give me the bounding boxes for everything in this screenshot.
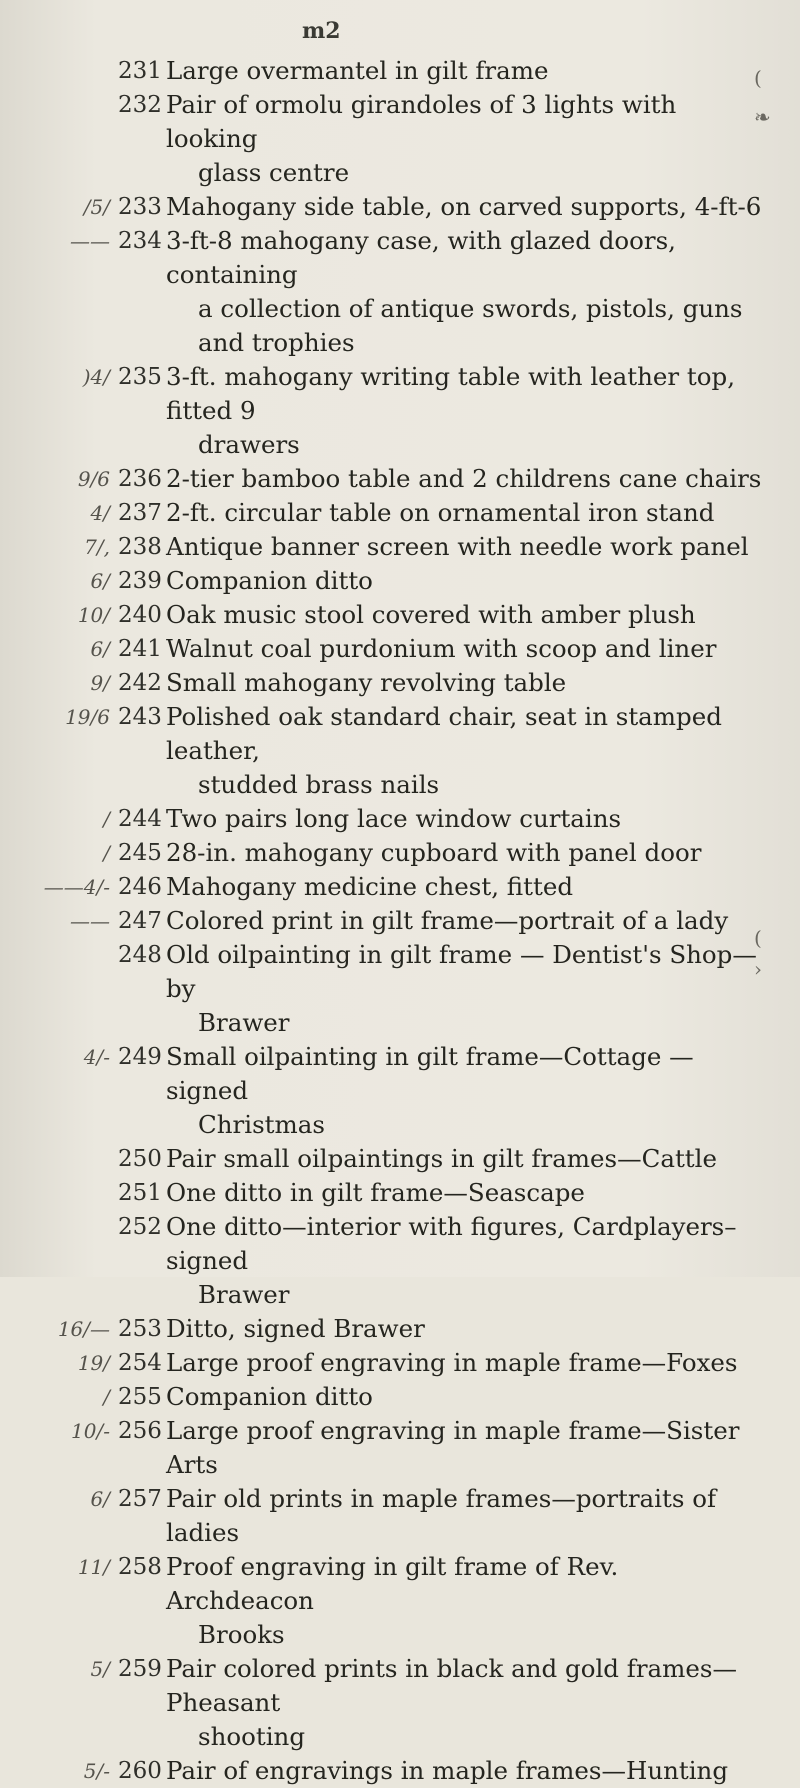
handwritten-price-note [0, 1176, 118, 1210]
handwritten-price-note: )4/ [82, 365, 110, 389]
margin-mark: ( [754, 926, 762, 950]
lot-number: 249 [118, 1044, 162, 1070]
lot-description [166, 1754, 766, 1788]
lot-description-line: Pair of ormolu girandoles of 3 lights with looking [166, 90, 677, 153]
lot-description-line: Companion ditto [166, 1382, 373, 1411]
lot-description-continuation: shooting [198, 1722, 305, 1751]
lot-entry [0, 564, 800, 598]
lot-entry [0, 836, 800, 870]
lot-description-line: Antique banner screen with needle work panel [166, 532, 749, 561]
handwritten-price-note [0, 88, 118, 122]
lot-number: 254 [118, 1350, 162, 1376]
lot-description [166, 1346, 766, 1380]
lot-number: 231 [118, 58, 162, 84]
lot-number: 245 [118, 840, 162, 866]
handwritten-price-note: 4/ [90, 501, 110, 525]
lot-number: 233 [118, 194, 162, 220]
handwritten-price-note: 6/ [90, 569, 110, 593]
lot-entry [0, 598, 800, 632]
lot-description [166, 564, 766, 598]
lot-entry [0, 462, 800, 496]
lot-number: 235 [118, 364, 162, 390]
lot-entry [0, 666, 800, 700]
lot-number: 256 [118, 1418, 162, 1444]
lot-description [166, 1142, 766, 1176]
handwritten-price-note: 9/6 [77, 467, 110, 491]
lot-entry [0, 530, 800, 564]
lot-number: 250 [118, 1146, 162, 1172]
lot-number: 243 [118, 704, 162, 730]
handwritten-price-note: / [103, 807, 110, 831]
lot-number: 242 [118, 670, 162, 696]
lot-number: 259 [118, 1656, 162, 1682]
lot-entry [0, 88, 800, 190]
lot-entry [0, 700, 800, 802]
margin-mark: › [754, 957, 762, 981]
handwritten-price-note: 10/ [77, 603, 110, 627]
lot-entry [0, 1482, 800, 1550]
lot-description-line: 3-ft. mahogany writing table with leather top, fitted 9 [166, 362, 735, 425]
lot-description-line: Ditto, signed Brawer [166, 1314, 425, 1343]
lot-description [166, 54, 766, 88]
lot-entry [0, 224, 800, 360]
lot-number: 239 [118, 568, 162, 594]
lot-description [166, 632, 766, 666]
lot-description [166, 1652, 766, 1754]
lot-description-continuation: Christmas [198, 1110, 325, 1139]
lot-description [166, 224, 766, 360]
lot-description-continuation: Brawer [198, 1280, 290, 1309]
lot-description [166, 1380, 766, 1414]
lot-description-continuation: Brooks [198, 1620, 285, 1649]
lot-description [166, 1482, 766, 1550]
lot-description-line: Companion ditto [166, 566, 373, 595]
lot-entry [0, 1312, 800, 1346]
lot-number: 236 [118, 466, 162, 492]
lot-entry [0, 1210, 800, 1312]
lot-number: 251 [118, 1180, 162, 1206]
lot-description-line: Proof engraving in gilt frame of Rev. Archdeacon [166, 1552, 619, 1615]
lot-description [166, 598, 766, 632]
lot-description [166, 802, 766, 836]
lot-description-line: 2-ft. circular table on ornamental iron stand [166, 498, 715, 527]
lot-description-continuation: studded brass nails [198, 770, 440, 799]
lot-entry [0, 1550, 800, 1652]
lot-description-line: Two pairs long lace window curtains [166, 804, 622, 833]
lot-description-line: Polished oak standard chair, seat in stamped leather, [166, 702, 722, 765]
lot-description-line: Pair of engravings in maple frames—Hunting [166, 1756, 729, 1785]
lot-entry [0, 54, 800, 88]
handwritten-price-note: 6/ [90, 637, 110, 661]
handwritten-price-note: ——4/- [43, 875, 110, 899]
handwritten-price-note: 4/- [83, 1045, 110, 1069]
lot-description [166, 88, 766, 190]
margin-mark: ( [754, 66, 762, 90]
lot-description-line: Walnut coal purdonium with scoop and liner [166, 634, 717, 663]
handwritten-price-note: 7/, [84, 535, 110, 559]
handwritten-price-note: 16/— [57, 1317, 110, 1341]
lot-description-continuation: drawers [198, 430, 300, 459]
lot-description-continuation: Brawer [198, 1008, 290, 1037]
lot-entry [0, 632, 800, 666]
lot-entry [0, 1040, 800, 1142]
lot-number: 260 [118, 1758, 162, 1784]
lot-entry [0, 1142, 800, 1176]
lot-entry [0, 1754, 800, 1788]
lot-description [166, 1176, 766, 1210]
lot-description [166, 700, 766, 802]
handwritten-price-note: 10/- [71, 1419, 110, 1443]
lot-description [166, 1414, 766, 1482]
margin-mark: ❧ [754, 105, 771, 129]
lot-number: 247 [118, 908, 162, 934]
lot-description-line: One ditto—interior with figures, Cardplayers– signed [166, 1212, 737, 1275]
lot-number: 246 [118, 874, 162, 900]
lot-description [166, 496, 766, 530]
lot-description [166, 1550, 766, 1652]
lot-entry [0, 938, 800, 1040]
lot-entry [0, 360, 800, 462]
lot-description [166, 870, 766, 904]
lot-description-line: Large proof engraving in maple frame—Foxes [166, 1348, 738, 1377]
handwritten-price-note: —— [70, 229, 110, 253]
handwritten-price-note: 19/ [77, 1351, 110, 1375]
lot-description-line: Small oilpainting in gilt frame—Cottage — signed [166, 1042, 694, 1105]
lot-description-line: 28-in. mahogany cupboard with panel door [166, 838, 702, 867]
lot-number: 232 [118, 92, 162, 118]
handwritten-price-note [0, 1210, 118, 1244]
handwritten-price-note: 5/ [90, 1657, 110, 1681]
lot-number: 255 [118, 1384, 162, 1410]
lot-number: 238 [118, 534, 162, 560]
handwritten-price-note [0, 54, 118, 88]
lot-description-line: Pair colored prints in black and gold frames—Pheasant [166, 1654, 737, 1717]
lot-description-continuation: glass centre [198, 158, 350, 187]
lot-number: 258 [118, 1554, 162, 1580]
handwritten-price-note [0, 1142, 118, 1176]
handwritten-price-note [0, 938, 118, 972]
lot-entry [0, 1346, 800, 1380]
lot-description-line: 3-ft-8 mahogany case, with glazed doors, containing [166, 226, 676, 289]
lot-entry [0, 870, 800, 904]
lot-description [166, 938, 766, 1040]
lot-description-line: Small mahogany revolving table [166, 668, 567, 697]
lot-description-line: Oak music stool covered with amber plush [166, 600, 696, 629]
handwritten-price-note: —— [70, 909, 110, 933]
lot-description [166, 360, 766, 462]
lot-number: 244 [118, 806, 162, 832]
lot-number: 237 [118, 500, 162, 526]
lot-description-line: Mahogany side table, on carved supports, 4-ft-6 [166, 192, 762, 221]
lot-entry [0, 1380, 800, 1414]
lot-number: 252 [118, 1214, 162, 1240]
lot-entry [0, 802, 800, 836]
lot-list [0, 54, 800, 1788]
lot-description-continuation: a collection of antique swords, pistols, guns and trophies [198, 294, 743, 357]
lot-entry [0, 904, 800, 938]
lot-description-line: One ditto in gilt frame—Seascape [166, 1178, 585, 1207]
handwritten-price-note: / [103, 1385, 110, 1409]
handwritten-price-note: 6/ [90, 1487, 110, 1511]
lot-entry [0, 1652, 800, 1754]
lot-description [166, 904, 766, 938]
lot-description-line: Old oilpainting in gilt frame — Dentist's Shop—by [166, 940, 757, 1003]
lot-entry [0, 496, 800, 530]
lot-description-line: Large proof engraving in maple frame—Sister Arts [166, 1416, 740, 1479]
lot-description [166, 1210, 766, 1312]
lot-description-line: 2-tier bamboo table and 2 childrens cane chairs [166, 464, 762, 493]
lot-description [166, 1312, 766, 1346]
lot-description [166, 666, 766, 700]
handwritten-price-note: 9/ [90, 671, 110, 695]
lot-number: 240 [118, 602, 162, 628]
handwritten-price-note: 19/6 [65, 705, 110, 729]
handwritten-price-note: /5/ [83, 195, 110, 219]
lot-description-line: Large overmantel in gilt frame [166, 56, 549, 85]
lot-number: 253 [118, 1316, 162, 1342]
lot-description-line: Pair old prints in maple frames—portraits of ladies [166, 1484, 717, 1547]
lot-description-line: Pair small oilpaintings in gilt frames—Cattle [166, 1144, 717, 1173]
lot-description [166, 462, 766, 496]
handwritten-price-note: / [103, 841, 110, 865]
handwritten-price-note: 5/- [83, 1759, 110, 1783]
lot-number: 257 [118, 1486, 162, 1512]
lot-description [166, 1040, 766, 1142]
lot-description [166, 530, 766, 564]
handwritten-price-note: 11/ [77, 1555, 110, 1579]
lot-description-line: Colored print in gilt frame—portrait of a lady [166, 906, 729, 935]
lot-entry [0, 1414, 800, 1482]
lot-description-line: Mahogany medicine chest, fitted [166, 872, 574, 901]
lot-number: 241 [118, 636, 162, 662]
lot-number: 248 [118, 942, 162, 968]
lot-description [166, 190, 766, 224]
lot-number: 234 [118, 228, 162, 254]
lot-entry [0, 190, 800, 224]
lot-description [166, 836, 766, 870]
page-marker: m2 [302, 18, 341, 44]
lot-entry [0, 1176, 800, 1210]
